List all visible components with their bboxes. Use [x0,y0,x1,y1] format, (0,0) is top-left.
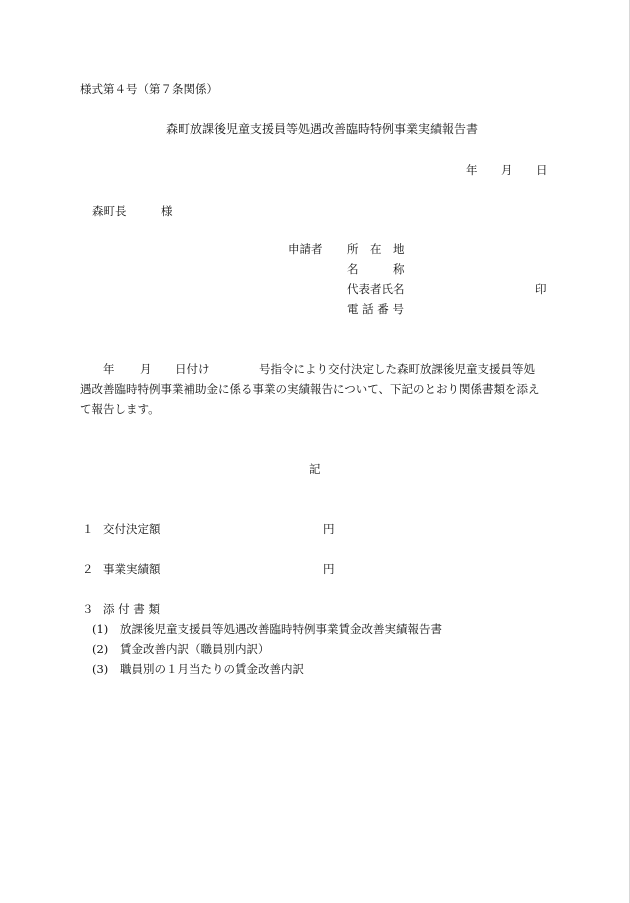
document-title: 森町放課後児童支援員等処遇改善臨時特例事業実績報告書 [166,122,479,136]
addressee-honorific: 様 [161,204,173,218]
body-day: 日付け [175,362,210,376]
form-number: 様式第４号（第７条関係） [80,82,218,96]
body-year: 年 [103,362,115,376]
item-1-label: 交付決定額 [103,522,161,536]
applicant-address-label: 所 在 地 [347,242,405,256]
attachment-3-number: (3) [92,662,109,676]
ki-heading: 記 [309,462,321,476]
date-year: 年 [466,163,478,177]
applicant-representative-label: 代表者氏名 [347,282,405,296]
item-2-unit: 円 [323,562,335,576]
applicant-label: 申請者 [288,242,323,256]
date-month: 月 [501,163,513,177]
body-month: 月 [140,362,152,376]
applicant-phone-label: 電 話 番 号 [347,302,404,316]
attachment-2-number: (2) [92,642,109,656]
item-1-number: １ [82,522,94,536]
attachment-1-text: 放課後児童支援員等処遇改善臨時特例事業賃金改善実績報告書 [120,622,442,636]
item-2-label: 事業実績額 [103,562,161,576]
attachment-2-text: 賃金改善内訳（職員別内訳） [120,642,270,656]
item-1-unit: 円 [323,522,335,536]
item-2-number: ２ [82,562,94,576]
body-line3: て報告します。 [80,402,160,416]
applicant-name-label: 名 称 [347,262,405,276]
attachments-number: ３ [82,602,94,616]
attachments-label: 添 付 書 類 [103,602,160,616]
seal-mark: 印 [535,282,547,296]
body-line1: 号指令により交付決定した森町放課後児童支援員等処 [259,362,535,376]
attachment-3-text: 職員別の１月当たりの賃金改善内訳 [120,662,304,676]
date-day: 日 [536,163,548,177]
attachment-1-number: (1) [92,622,109,636]
addressee-name: 森町長 [92,204,127,218]
body-line2: 遇改善臨時特例事業補助金に係る事業の実績報告について、下記のとおり関係書類を添え [80,382,540,396]
